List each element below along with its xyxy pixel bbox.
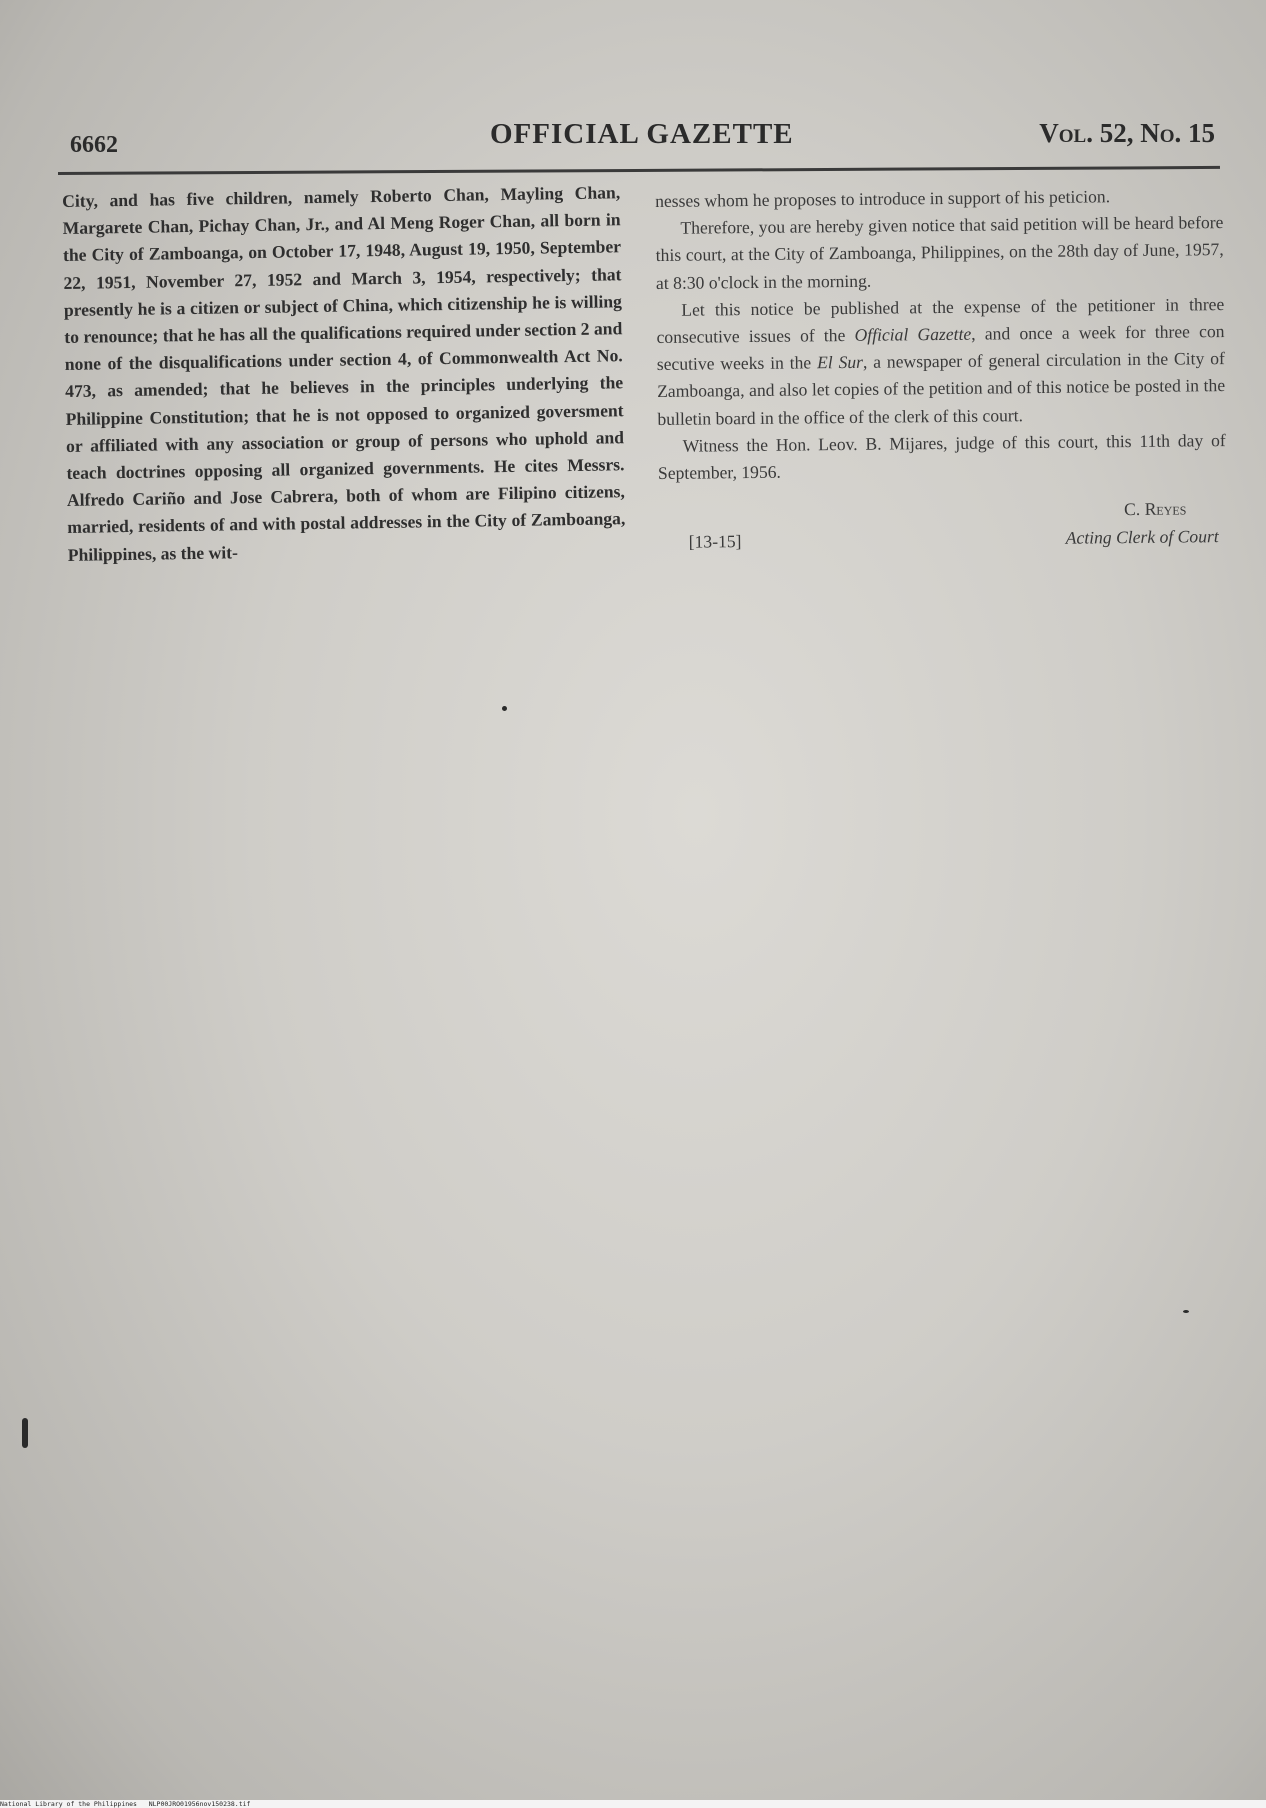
publication-lead: Let this notice be published at the expense of the petitioner in three consecutive issues of the [656,293,1225,348]
signature-block [658,495,1227,561]
left-column [62,179,626,569]
publication-tail: , a newspaper of general circulation in the City of Zamboanga, and also let copies of the petition and of this notice be posted in the bulletin board in the office of the clerk of this court. [657,348,1226,429]
left-column-paragraph: City, and has five children, namely Roberto Chan, Mayling Chan, Margarete Chan, Pichay Chan, Jr., and Al Meng Roger Chan, all born in the City of Zamboanga, on October 17, 1948, August 19, 1950, September 22, 1951, November 27, 1952 and March 3, 1954, respectively; that presently he is a citizen or subject of China, which citizenship he is willing to renounce; that he has all the qualifications required under section 2 and none of the disqualifications under section 4, of Commonwealth Act No. 473, as amended; that he believes in the principles underlying the Philippine Constitution; that he is not opposed to organized goversment or affiliated with any association or group of persons who uphold and teach doctrines opposing all organized governments. He cites Messrs. Alfredo Cariño and Jose Cabrera, both of whom are Filipino citizens, married, residents of and with postal addresses in the City of Zamboanga, Philippines, as the wit- [62,182,626,565]
continuation-paragraph: nesses whom he proposes to introduce in support of his peticion. [655,186,1111,211]
scan-footer [0,1800,1266,1808]
header-rule [58,166,1220,175]
issue-reference: [13-15] [688,531,742,552]
right-column [655,182,1227,561]
page-header [60,118,1220,158]
volume-issue: Vol. 52, No. 15 [1039,118,1215,148]
publication-title: OFFICIAL GAZETTE [490,118,794,150]
ink-speck [502,706,507,711]
clerk-name: C. Reyes [1124,498,1187,520]
official-gazette-italic: Official Gazette [854,323,972,345]
clerk-title: Acting Clerk of Court [1065,526,1219,548]
witness-paragraph: Witness the Hon. Leov. B. Mijares, judge of this court, this 11th day of September, 1956. [657,429,1226,484]
ink-speck [22,1418,28,1448]
scan-filename: NLP00JRO01956nov150238.tif [148,1800,251,1808]
el-sur-italic: El Sur [816,352,864,373]
publication-mid: , and once a week for three con secutive weeks in the [656,321,1225,375]
page-number: 6662 [70,132,118,158]
hearing-notice-paragraph: Therefore, you are hereby given notice that said petition will be heard before this court, at the City of Zamboanga, Philippines, on the 28th day of June, 1957, at 8:30 o'clock in the morning. [655,212,1224,293]
ink-speck [1183,1310,1189,1313]
publication-paragraph [656,291,1225,433]
library-credit: National Library of the Philippines [0,1800,137,1808]
